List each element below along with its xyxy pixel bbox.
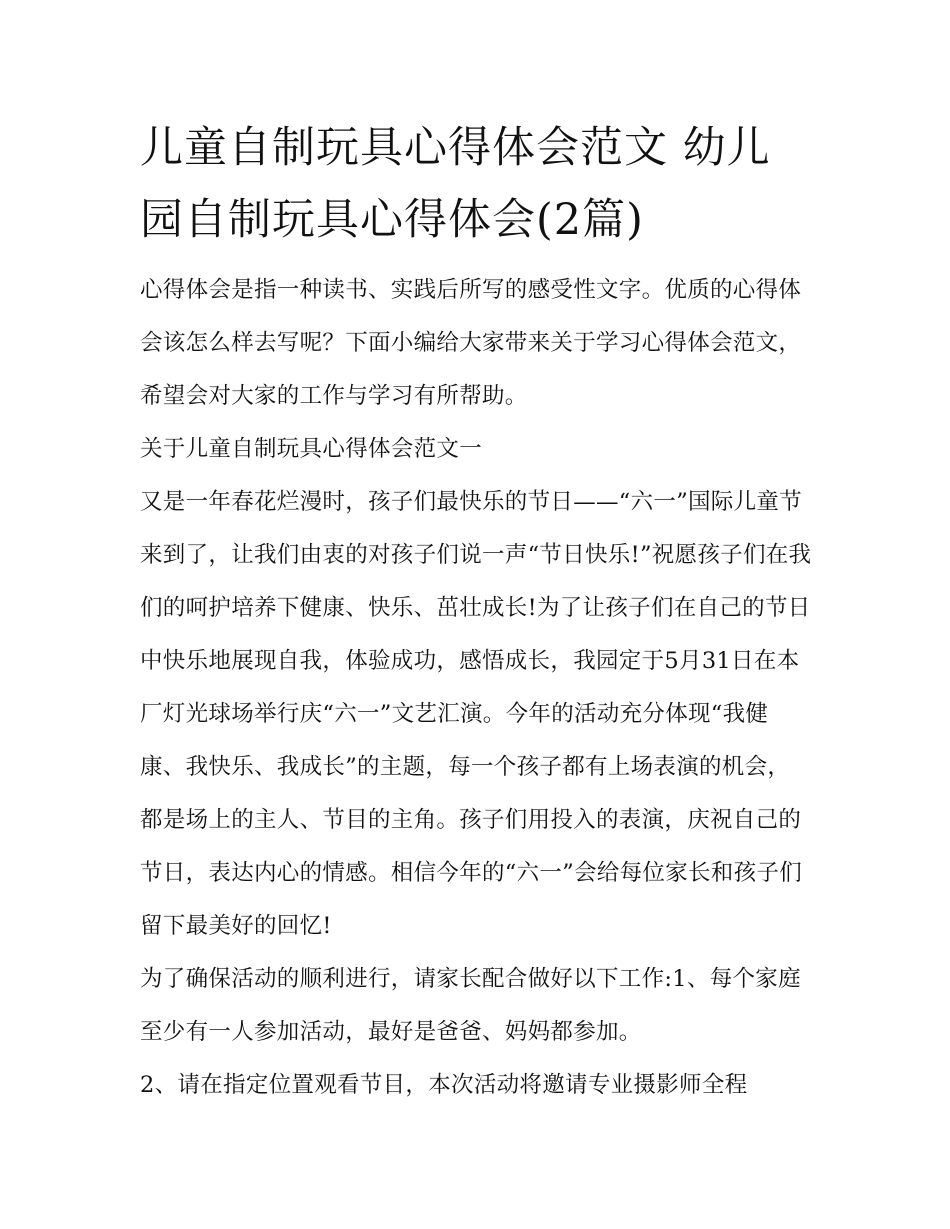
document-body [140,112,812,1112]
body-paragraph: 2、请在指定位置观看节目，本次活动将邀请专业摄影师全程 [140,1072,748,1098]
intro-paragraph: 心得体会是指一种读书、实践后所写的感受性文字。优质的心得体会该怎么样去写呢？下面小编给大家带来关于学习心得体会范文，希望会对大家的工作与学习有所帮助。 [140,277,802,409]
title-spacer [140,256,812,264]
body-paragraph: 为了确保活动的顺利进行，请家长配合做好以下工作:1、每个家庭至少有一人参加活动，最好是爸爸、妈妈都参加。 [140,966,801,1045]
document-title: 儿童自制玩具心得体会范文 幼儿园自制玩具心得体会(2篇) [140,123,771,245]
section-heading: 关于儿童自制玩具心得体会范文一 [140,436,483,462]
body-paragraph: 又是一年春花烂漫时，孩子们最快乐的节日——“六一”国际儿童节来到了，让我们由衷的对孩子们说一声“节日快乐!”祝愿孩子们在我们的呵护培养下健康、快乐、茁壮成长!为了让孩子们在自己的节日中快乐地展现自我，体验成功，感悟成长，我园定于5月31日在本厂灯光球场举行庆“六一”文艺汇演。今年的活动充分体现“我健康、我快乐、我成长”的主题，每一个孩子都有上场表演的机会，都是场上的主人、节目的主角。孩子们用投入的表演，庆祝自己的节日，表达内心的情感。相信今年的“六一”会给每位家长和孩子们留下最美好的回忆! [140,489,812,939]
